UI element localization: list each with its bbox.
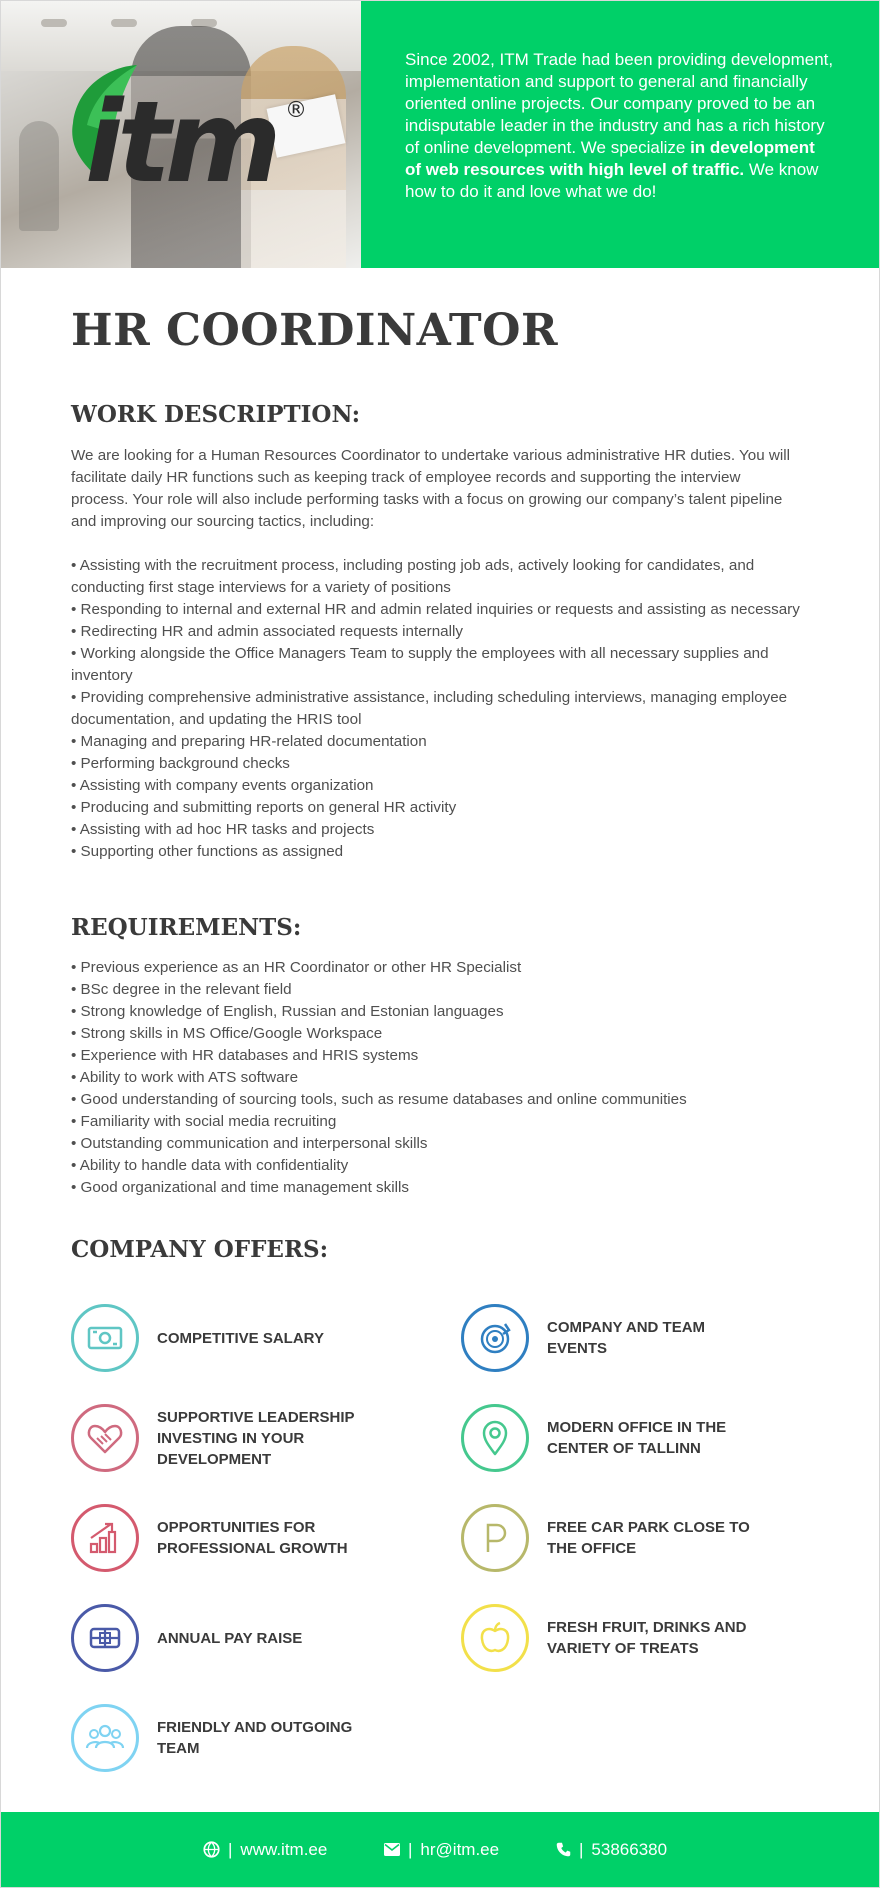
vinyl-record-icon xyxy=(461,1304,529,1372)
offer-label: COMPANY AND TEAM EVENTS xyxy=(547,1319,706,1357)
website-contact[interactable] xyxy=(203,1812,327,1887)
offer-item xyxy=(71,1601,367,1675)
requirements-list xyxy=(71,957,801,1199)
offer-item xyxy=(71,1301,367,1375)
apple-icon xyxy=(461,1604,529,1672)
company-offers-heading: COMPANY OFFERS: xyxy=(71,1236,329,1263)
offer-label: FRESH FRUIT, DRINKS AND VARIETY OF TREATS xyxy=(547,1619,747,1657)
list-item: • BSc degree in the relevant field xyxy=(71,981,292,998)
offer-label: COMPETITIVE SALARY xyxy=(157,1329,324,1347)
list-item: • Performing background checks xyxy=(71,755,290,772)
work-duties-list xyxy=(71,555,801,863)
list-item: • Redirecting HR and admin associated requests internally xyxy=(71,623,463,640)
gift-card-icon xyxy=(71,1604,139,1672)
offer-item xyxy=(461,1401,757,1475)
company-intro xyxy=(405,49,835,203)
intro-text-end: We know how to do it and love what we do! xyxy=(405,160,819,201)
list-item: • Good understanding of sourcing tools, such as resume databases and online communities xyxy=(71,1091,687,1108)
offer-label: FREE CAR PARK CLOSE TO THE OFFICE xyxy=(547,1519,750,1557)
list-item: • Managing and preparing HR-related documentation xyxy=(71,733,427,750)
list-item: • Providing comprehensive administrative assistance, including scheduling interviews, managing employee documentation, and updating the HRIS tool xyxy=(71,689,788,728)
work-description-heading: WORK DESCRIPTION: xyxy=(71,401,361,428)
email-link[interactable]: hr@itm.ee xyxy=(420,1839,500,1859)
location-pin-icon xyxy=(461,1404,529,1472)
list-item: • Supporting other functions as assigned xyxy=(71,843,344,860)
company-intro-panel xyxy=(361,1,879,268)
list-item: • Experience with HR databases and HRIS systems xyxy=(71,1047,419,1064)
intro-text: Since 2002, ITM Trade had been providing development, implementation and support to general and financially oriented online projects. Our company proved to be an indisputable leader in the industry and has a rich history of online development. We specialize xyxy=(405,50,834,157)
team-icon xyxy=(71,1704,139,1772)
handshake-icon xyxy=(71,1404,139,1472)
contact-footer xyxy=(1,1812,879,1887)
itm-logo xyxy=(67,63,307,193)
offer-item xyxy=(71,1401,367,1475)
offer-item xyxy=(461,1601,757,1675)
list-item: • Outstanding communication and interpersonal skills xyxy=(71,1135,428,1152)
offer-label: MODERN OFFICE IN THE CENTER OF TALLINN xyxy=(547,1419,727,1457)
globe-icon xyxy=(203,1841,220,1858)
list-item: • Responding to internal and external HR and admin related inquiries or requests and assisting as necessary xyxy=(71,601,800,618)
offer-label: ANNUAL PAY RAISE xyxy=(157,1629,303,1647)
separator: | xyxy=(228,1839,233,1859)
work-description-intro: We are looking for a Human Resources Coordinator to undertake various administrative HR duties. You will facilitate daily HR functions such as keeping track of employee records and supporting the interview process. Your role will also include performing tasks with a focus on growing our company’s talent pipeline and improving our sourcing tactics, including: xyxy=(71,447,790,530)
registered-mark: ® xyxy=(285,98,307,123)
list-item: • Ability to handle data with confidentiality xyxy=(71,1157,349,1174)
list-item: • Strong skills in MS Office/Google Workspace xyxy=(71,1025,383,1042)
phone-icon xyxy=(556,1842,571,1857)
logo-wordmark: itm xyxy=(85,78,276,193)
job-title: HR COORDINATOR xyxy=(71,305,559,356)
list-item: • Previous experience as an HR Coordinator or other HR Specialist xyxy=(71,959,522,976)
offer-item xyxy=(71,1701,367,1775)
website-link[interactable]: www.itm.ee xyxy=(240,1839,328,1859)
offer-item xyxy=(71,1501,367,1575)
offer-label: SUPPORTIVE LEADERSHIP INVESTING IN YOUR DEVELOPMENT xyxy=(157,1408,355,1468)
list-item: • Ability to work with ATS software xyxy=(71,1069,299,1086)
list-item: • Good organizational and time management skills xyxy=(71,1179,409,1196)
list-item: • Familiarity with social media recruiting xyxy=(71,1113,337,1130)
list-item: • Assisting with ad hoc HR tasks and projects xyxy=(71,821,375,838)
list-item: • Working alongside the Office Managers Team to supply the employees with all necessary supplies and inventory xyxy=(71,645,769,684)
separator: | xyxy=(579,1839,584,1859)
growth-chart-icon xyxy=(71,1504,139,1572)
list-item: • Strong knowledge of English, Russian and Estonian languages xyxy=(71,1003,504,1020)
list-item: • Assisting with company events organization xyxy=(71,777,374,794)
envelope-icon xyxy=(384,1843,400,1856)
parking-icon xyxy=(461,1504,529,1572)
separator: | xyxy=(408,1839,413,1859)
email-contact[interactable] xyxy=(384,1812,499,1887)
money-icon xyxy=(71,1304,139,1372)
phone-contact[interactable] xyxy=(556,1812,667,1887)
requirements-heading: REQUIREMENTS: xyxy=(71,914,302,941)
phone-number[interactable]: 53866380 xyxy=(591,1839,668,1859)
offer-item xyxy=(461,1301,757,1375)
offer-label: OPPORTUNITIES FOR PROFESSIONAL GROWTH xyxy=(157,1519,348,1557)
offer-label: FRIENDLY AND OUTGOING TEAM xyxy=(157,1719,353,1757)
intro-highlight: in development of web resources with high level of traffic. xyxy=(405,138,815,179)
hero-banner xyxy=(1,1,879,268)
offer-item xyxy=(461,1501,757,1575)
list-item: • Assisting with the recruitment process, including posting job ads, actively looking for candidates, and conducting first stage interviews for a variety of positions xyxy=(71,557,755,596)
list-item: • Producing and submitting reports on general HR activity xyxy=(71,799,457,816)
